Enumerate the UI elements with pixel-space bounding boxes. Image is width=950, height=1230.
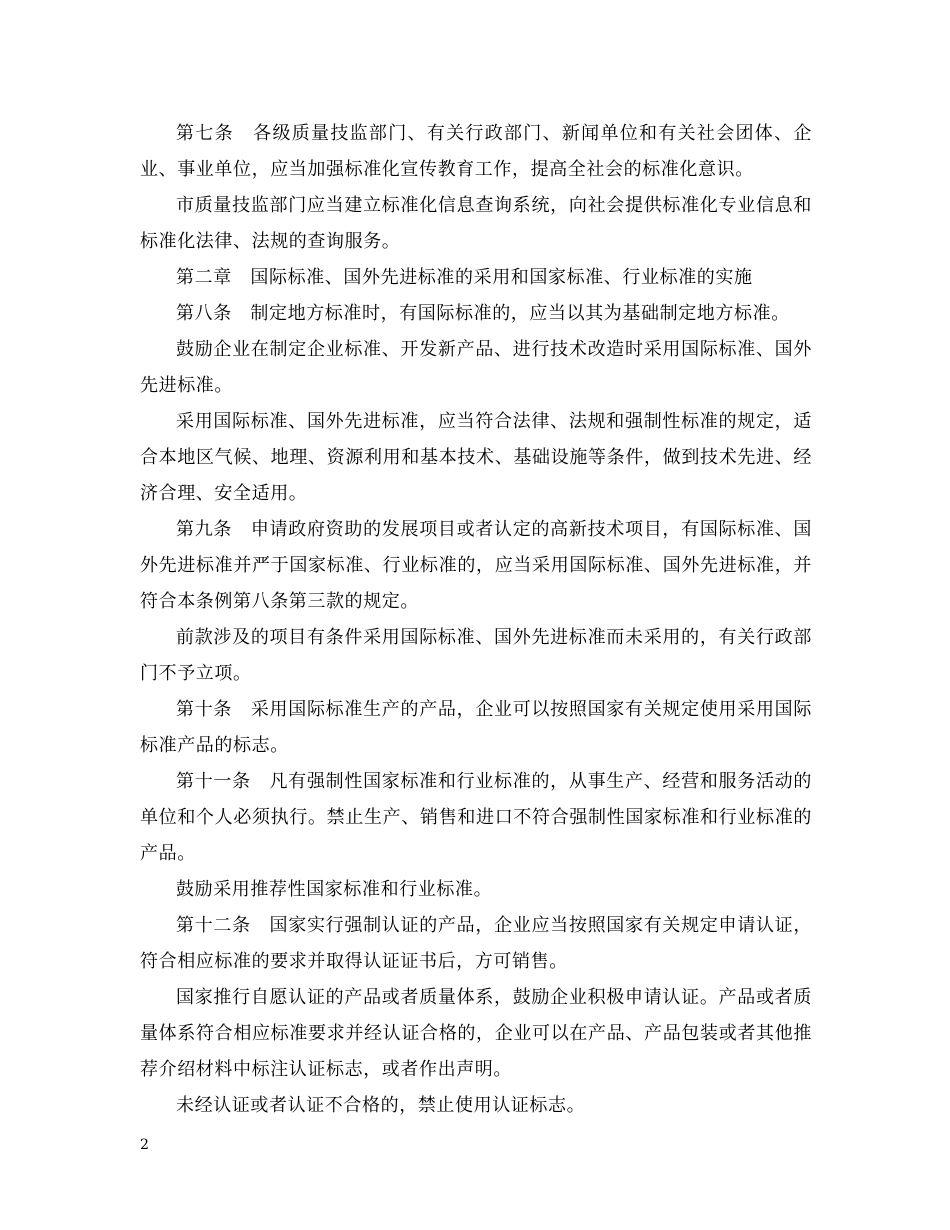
- paragraph-article-8: 第八条 制定地方标准时，有国际标准的，应当以其为基础制定地方标准。: [176, 303, 790, 324]
- document-body: [140, 116, 812, 1124]
- paragraph-info-query-system: 市质量技监部门应当建立标准化信息查询系统，向社会提供标准化专业信息和标准化法律、法规的查询服务。: [140, 195, 812, 252]
- paragraph-no-project-approval: 前款涉及的项目有条件采用国际标准、国外先进标准而未采用的，有关行政部门不予立项。: [140, 627, 812, 684]
- chapter-2-heading: 第二章 国际标准、国外先进标准的采用和国家标准、行业标准的实施: [176, 267, 753, 288]
- paragraph-article-7: 第七条 各级质量技监部门、有关行政部门、新闻单位和有关社会团体、企业、事业单位，应当加强标准化宣传教育工作，提高全社会的标准化意识。: [140, 123, 812, 180]
- page-number: 2: [140, 1137, 149, 1153]
- paragraph-certification-mark-ban: 未经认证或者认证不合格的，禁止使用认证标志。: [176, 1095, 586, 1116]
- paragraph-encourage-recommended-standards: 鼓励采用推荐性国家标准和行业标准。: [176, 879, 493, 900]
- paragraph-encourage-international-standards: 鼓励企业在制定企业标准、开发新产品、进行技术改造时采用国际标准、国外先进标准。: [140, 339, 812, 396]
- paragraph-article-9: 第九条 申请政府资助的发展项目或者认定的高新技术项目，有国际标准、国外先进标准并严于国家标准、行业标准的，应当采用国际标准、国外先进标准，并符合本条例第八条第三款的规定。: [140, 519, 812, 612]
- paragraph-article-12: 第十二条 国家实行强制认证的产品，企业应当按照国家有关规定申请认证，符合相应标准的要求并取得认证证书后，方可销售。: [140, 915, 812, 972]
- paragraph-article-11: 第十一条 凡有强制性国家标准和行业标准的，从事生产、经营和服务活动的单位和个人必须执行。禁止生产、销售和进口不符合强制性国家标准和行业标准的产品。: [140, 771, 812, 864]
- paragraph-voluntary-certification: 国家推行自愿认证的产品或者质量体系，鼓励企业积极申请认证。产品或者质量体系符合相应标准要求并经认证合格的，企业可以在产品、产品包装或者其他推荐介绍材料中标注认证标志，或者作出声明。: [140, 987, 812, 1080]
- paragraph-article-10: 第十条 采用国际标准生产的产品，企业可以按照国家有关规定使用采用国际标准产品的标志。: [140, 699, 812, 756]
- paragraph-adoption-conditions: 采用国际标准、国外先进标准，应当符合法律、法规和强制性标准的规定，适合本地区气候、地理、资源利用和基本技术、基础设施等条件，做到技术先进、经济合理、安全适用。: [140, 411, 812, 504]
